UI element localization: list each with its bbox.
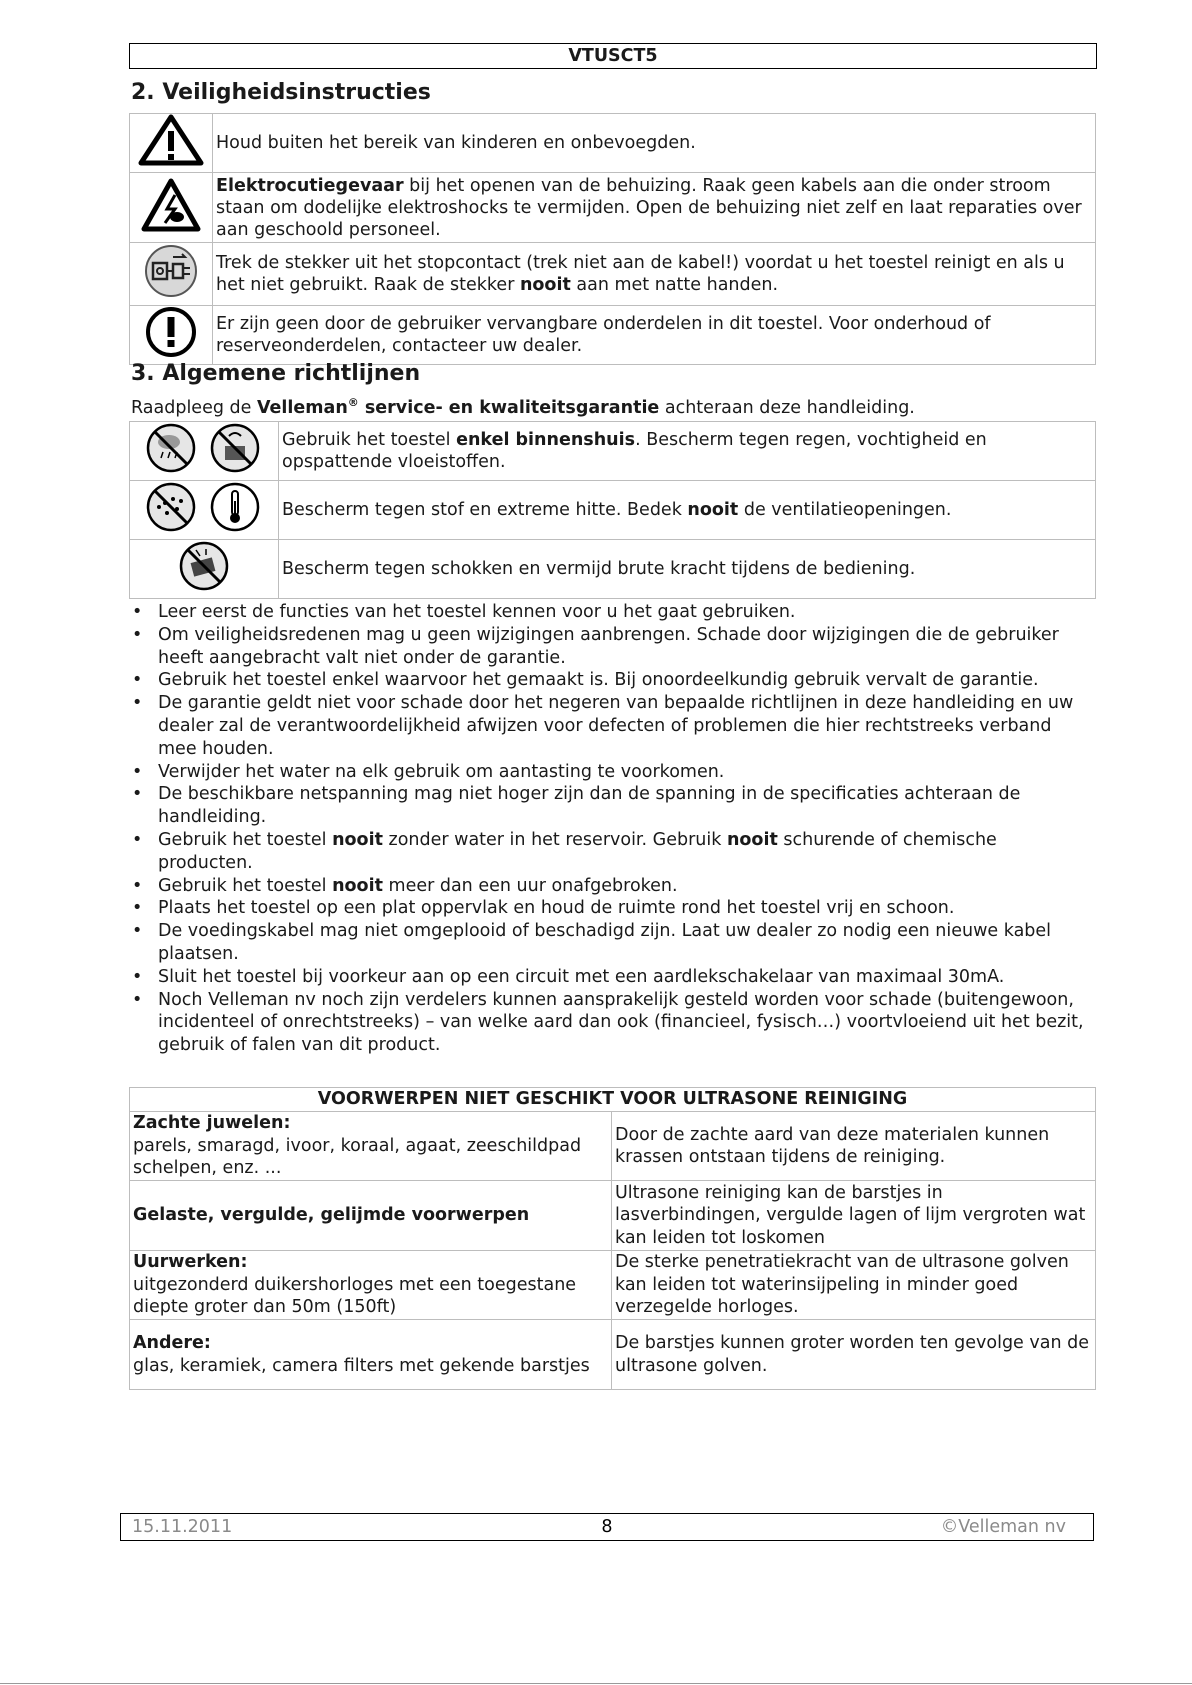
table-row bbox=[130, 1181, 1096, 1251]
list-item: • Leer eerst de functies van het toestel kennen voor u het gaat gebruiken. bbox=[131, 601, 1091, 624]
table-title: VOORWERPEN NIET GESCHIKT VOOR ULTRASONE REINIGING bbox=[130, 1088, 1096, 1112]
safety-table bbox=[129, 113, 1096, 365]
object-cell: Gelaste, vergulde, gelijmde voorwerpen bbox=[130, 1181, 612, 1251]
safety-text: Elektrocutiegevaar bij het openen van de behuizing. Raak geen kabels aan die onder stroom staan om dodelijke elektroshocks te vermijden. Open de behuizing niet zelf en laat reparaties over aan geschoold personeel. bbox=[213, 173, 1096, 243]
page-number: 8 bbox=[601, 1517, 613, 1537]
usage-row bbox=[130, 540, 1096, 599]
general-section-title: 3. Algemene richtlijnen bbox=[131, 361, 421, 386]
usage-table bbox=[129, 421, 1096, 599]
object-cell: Andere: glas, keramiek, camera filters met gekende barstjes bbox=[130, 1320, 612, 1390]
reason-cell: Door de zachte aard van deze materialen kunnen krassen ontstaan tijdens de reiniging. bbox=[612, 1112, 1096, 1181]
guideline-list bbox=[131, 601, 1091, 1057]
safety-row bbox=[130, 173, 1096, 243]
safety-text: Er zijn geen door de gebruiker vervangbare onderdelen in dit toestel. Voor onderhoud of reserveonderdelen, contacteer uw dealer. bbox=[213, 306, 1096, 365]
reason-cell: Ultrasone reiniging kan de barstjes in lasverbindingen, vergulde lagen of lijm vergroten wat kan leiden tot loskomen bbox=[612, 1181, 1096, 1251]
table-header-row bbox=[130, 1088, 1096, 1112]
page-footer bbox=[120, 1513, 1094, 1541]
object-cell: Zachte juwelen: parels, smaragd, ivoor, koraal, agaat, zeeschildpad schelpen, enz. ... bbox=[130, 1112, 612, 1181]
safety-section-title: 2. Veiligheidsinstructies bbox=[131, 80, 431, 105]
document-header bbox=[129, 43, 1097, 69]
usage-text: Bescherm tegen schokken en vermijd brute kracht tijdens de bediening. bbox=[279, 540, 1096, 599]
usage-row bbox=[130, 422, 1096, 481]
footer-date: 15.11.2011 bbox=[132, 1517, 233, 1537]
list-item: • Gebruik het toestel enkel waarvoor het gemaakt is. Bij onoordeelkundig gebruik vervalt de garantie. bbox=[131, 669, 1091, 692]
unsuitable-objects-table bbox=[129, 1087, 1096, 1390]
list-item: • Sluit het toestel bij voorkeur aan op een circuit met een aardlekschakelaar van maximaal 30mA. bbox=[131, 966, 1091, 989]
model-number: VTUSCT5 bbox=[568, 46, 658, 66]
usage-text: Gebruik het toestel enkel binnenshuis. Bescherm tegen regen, vochtigheid en opspattende vloeistoffen. bbox=[279, 422, 1096, 481]
safety-row bbox=[130, 306, 1096, 365]
guarantee-intro: Raadpleeg de Velleman® service- en kwaliteitsgarantie achteraan deze handleiding. bbox=[131, 396, 915, 418]
footer-copyright: ©Velleman nv bbox=[940, 1517, 1066, 1537]
indoor-use-icons bbox=[130, 422, 279, 481]
unplug-icon bbox=[130, 243, 213, 306]
electric-shock-icon bbox=[130, 173, 213, 243]
dust-heat-icons bbox=[130, 481, 279, 540]
list-item: • Verwijder het water na elk gebruik om aantasting te voorkomen. bbox=[131, 761, 1091, 784]
exclamation-circle-icon bbox=[130, 306, 213, 365]
table-row bbox=[130, 1320, 1096, 1390]
usage-text: Bescherm tegen stof en extreme hitte. Bedek nooit de ventilatieopeningen. bbox=[279, 481, 1096, 540]
list-item: • Om veiligheidsredenen mag u geen wijzigingen aanbrengen. Schade door wijzigingen die de gebruiker heeft aangebracht valt niet onder de garantie. bbox=[131, 624, 1091, 670]
table-row bbox=[130, 1251, 1096, 1320]
shock-protection-icon bbox=[130, 540, 279, 599]
safety-text: Trek de stekker uit het stopcontact (trek niet aan de kabel!) voordat u het toestel reinigt en als u het niet gebruikt. Raak de stekker nooit aan met natte handen. bbox=[213, 243, 1096, 306]
reason-cell: De sterke penetratiekracht van de ultrasone golven kan leiden tot waterinsijpeling in minder goed verzegelde horloges. bbox=[612, 1251, 1096, 1320]
reason-cell: De barstjes kunnen groter worden ten gevolge van de ultrasone golven. bbox=[612, 1320, 1096, 1390]
safety-row bbox=[130, 114, 1096, 173]
list-item: • Plaats het toestel op een plat oppervlak en houd de ruimte rond het toestel vrij en schoon. bbox=[131, 897, 1091, 920]
list-item: • Gebruik het toestel nooit meer dan een uur onafgebroken. bbox=[131, 875, 1091, 898]
list-item: • Noch Velleman nv noch zijn verdelers kunnen aansprakelijk gesteld worden voor schade (buitengewoon, incidenteel of onrechtstreeks) – van welke aard dan ook (financieel, fysisch…) voortvloeiend uit het bezit, gebruik of falen van dit product. bbox=[131, 989, 1091, 1057]
safety-row bbox=[130, 243, 1096, 306]
safety-text: Houd buiten het bereik van kinderen en onbevoegden. bbox=[213, 114, 1096, 173]
list-item: • Gebruik het toestel nooit zonder water in het reservoir. Gebruik nooit schurende of chemische producten. bbox=[131, 829, 1091, 875]
page-edge-divider bbox=[0, 1683, 1192, 1684]
table-row bbox=[130, 1112, 1096, 1181]
object-cell: Uurwerken: uitgezonderd duikershorloges met een toegestane diepte groter dan 50m (150ft) bbox=[130, 1251, 612, 1320]
list-item: • De beschikbare netspanning mag niet hoger zijn dan de spanning in de specificaties achteraan de handleiding. bbox=[131, 783, 1091, 829]
list-item: • De garantie geldt niet voor schade door het negeren van bepaalde richtlijnen in deze handleiding en uw dealer zal de verantwoordelijkheid afwijzen voor defecten of problemen die hier rechtstreeks verband mee houden. bbox=[131, 692, 1091, 760]
usage-row bbox=[130, 481, 1096, 540]
list-item: • De voedingskabel mag niet omgeplooid of beschadigd zijn. Laat uw dealer zo nodig een nieuwe kabel plaatsen. bbox=[131, 920, 1091, 966]
warning-triangle-icon bbox=[130, 114, 213, 173]
